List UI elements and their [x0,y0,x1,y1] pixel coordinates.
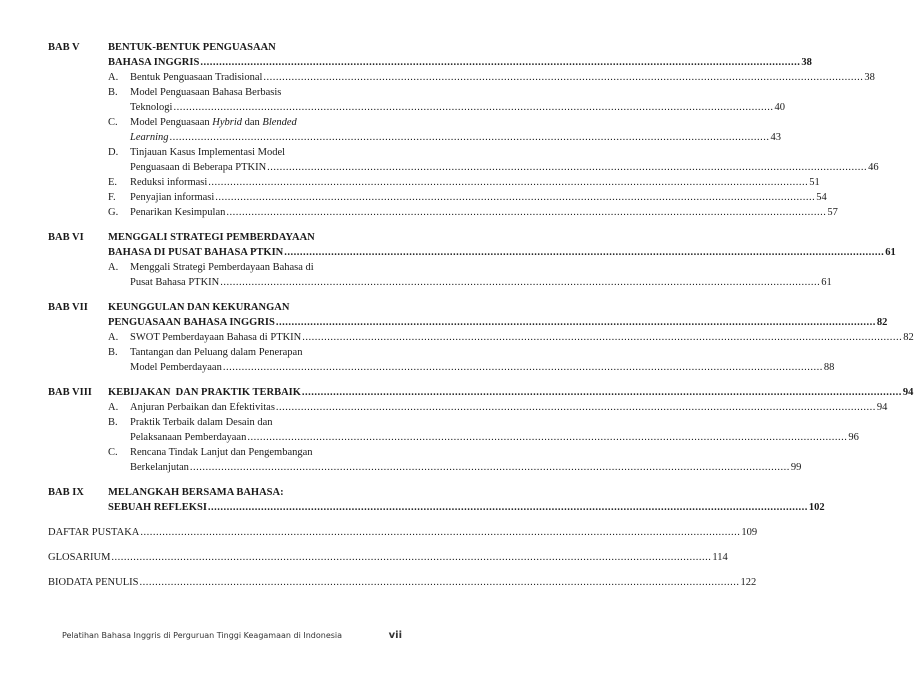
toc-entry[interactable]: G. Penarikan Kesimpulan ..... 57 [108,205,398,220]
toc-entry[interactable]: B. Tantangan dan Peluang dalam Penerapan Model Pemberdayaan ..... 88 [108,345,398,375]
chapter-title-line2[interactable]: BAHASA INGGRIS ..... 38 [108,55,398,70]
toc-entry[interactable]: A. Bentuk Penguasaan Tradisional ..... 38 [108,70,398,85]
page-number: vii [388,630,402,641]
toc-entry[interactable]: F. Penyajian informasi ..... 54 [108,190,398,205]
chapter-title-line1: KEUNGGULAN DAN KEKURANGAN [108,302,290,313]
chapter-title-line1: BENTUK-BENTUK PENGUASAAN [108,42,276,53]
chapter-label: BAB VIII [48,387,92,398]
chapter-title-line2[interactable]: BAHASA DI PUSAT BAHASA PTKIN ..... 61 [108,245,398,260]
toc-entry[interactable]: E. Reduksi informasi ..... 51 [108,175,398,190]
running-footer-title: Pelatihan Bahasa Inggris di Perguruan Tinggi Keagamaan di Indonesia [62,631,343,640]
toc-entry[interactable]: A. SWOT Pemberdayaan Bahasa di PTKIN ..... 82 [108,330,398,345]
chapter-title-line1: MELANGKAH BERSAMA BAHASA: [108,487,284,498]
toc-entry[interactable]: A. Anjuran Perbaikan dan Efektivitas ..... 94 [108,400,398,415]
toc-entry-glosarium[interactable]: GLOSARIUM ..... 114 [48,550,398,565]
toc-entry-biodata-penulis[interactable]: BIODATA PENULIS ..... 122 [48,575,398,590]
toc-entry[interactable]: D. Tinjauan Kasus Implementasi Model Penguasaan di Beberapa PTKIN ..... 46 [108,145,398,175]
toc-entry[interactable]: B. Praktik Terbaik dalam Desain dan Pelaksanaan Pemberdayaan ..... 96 [108,415,398,445]
chapter-label: BAB VII [48,302,88,313]
page-footer [62,630,402,641]
toc-entry[interactable]: A. Menggali Strategi Pemberdayaan Bahasa di Pusat Bahasa PTKIN ..... 61 [108,260,398,290]
chapter-title-line2[interactable]: KEBIJAKAN DAN PRAKTIK TERBAIK ..... 94 [108,385,398,400]
chapter-bab-viii [48,385,914,475]
chapter-bab-v [48,40,879,220]
toc-entry[interactable]: B. Model Penguasaan Bahasa Berbasis Teknologi ..... 40 [108,85,398,115]
chapter-label: BAB V [48,42,80,53]
chapter-bab-vi [48,230,896,290]
toc-entry[interactable]: C. Rencana Tindak Lanjut dan Pengembangan Berkelanjutan ..... 99 [108,445,398,475]
chapter-title-line1: MENGGALI STRATEGI PEMBERDAYAAN [108,232,315,243]
chapter-bab-ix [48,485,825,515]
toc-entry-daftar-pustaka[interactable]: DAFTAR PUSTAKA ..... 109 [48,525,398,540]
chapter-title-line2[interactable]: SEBUAH REFLEKSI ..... 102 [108,500,398,515]
chapter-label: BAB IX [48,487,84,498]
chapter-title-line2[interactable]: PENGUASAAN BAHASA INGGRIS ..... 82 [108,315,398,330]
chapter-label: BAB VI [48,232,84,243]
table-of-contents [48,40,914,600]
toc-entry[interactable]: C. Model Penguasaan Hybrid dan Blended Learning ..... 43 [108,115,398,145]
chapter-bab-vii [48,300,914,375]
